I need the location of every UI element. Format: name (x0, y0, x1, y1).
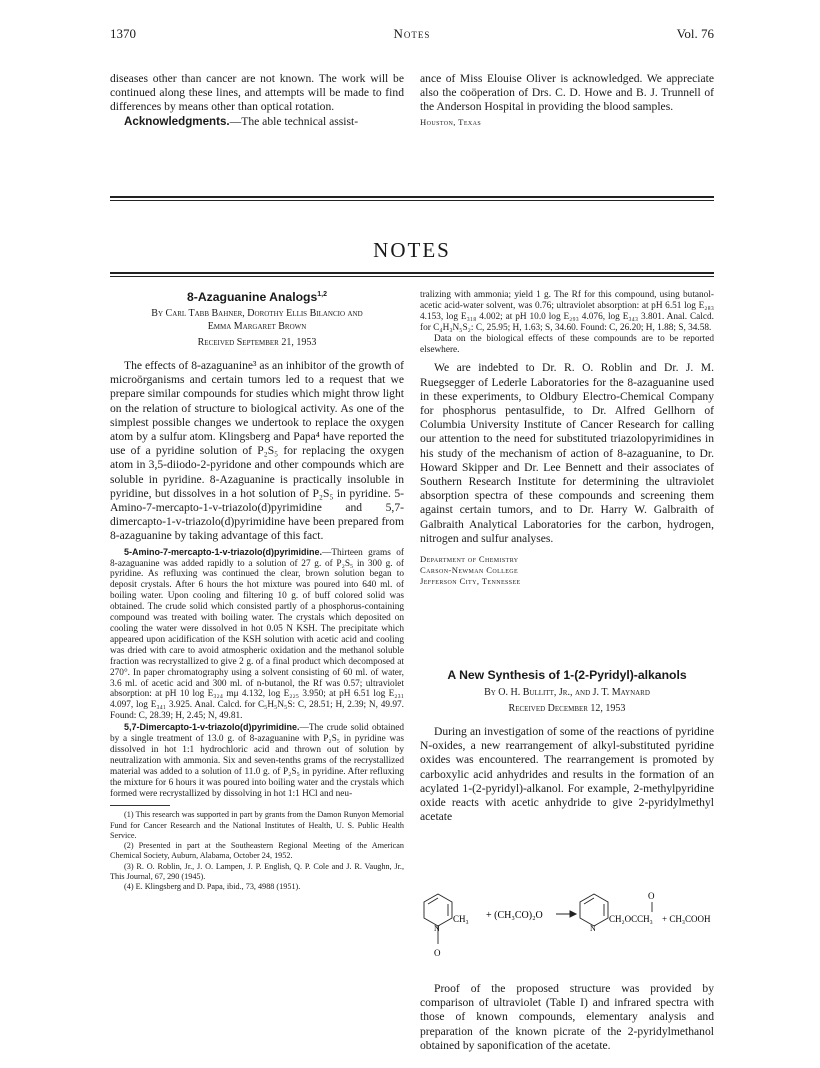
running-header (110, 26, 714, 44)
footnote-rule (110, 805, 170, 806)
article1-right-column (420, 290, 714, 587)
article2-block (420, 668, 714, 824)
section-divider-top (110, 196, 714, 198)
article2-continued (420, 982, 714, 1053)
scheme-product: CH₂OCCH₃ (609, 914, 653, 924)
scheme-n1: N (434, 924, 440, 933)
article1-received: Received September 21, 1953 (197, 337, 317, 348)
prev-article-text: diseases other than cancer are not known. The work will be continued along these lines, and attempts will be made to find differences by means other than optical rotation. (110, 72, 404, 114)
notes-heading: NOTES (373, 238, 451, 262)
scheme-byproduct: + CH₃COOH (662, 914, 711, 924)
prev-article-left (110, 72, 404, 129)
acknowledgments-label: Acknowledgments. (124, 114, 230, 128)
article2-title: A New Synthesis of 1-(2-Pyridyl)-alkanols (447, 668, 687, 682)
article2-intro-paragraph: During an investigation of some of the reactions of pyridine N-oxides, a new rearrangement of alkyl-substituted pyridine oxides was encountered. The rearrangement is promoted by carboxylic acid anhydrides and results in the formation of an acylated 1-(2-pyridyl)-alkanol. For example, 2-methylpyridine oxide reacts with acetic anhydride to give 2-pyridylmethyl acetate (420, 725, 714, 824)
footnote-3: (3) R. O. Roblin, Jr., J. O. Lampen, J. P. English, Q. P. Cole and J. R. Vaughn, Jr., This Journal, 67, 290 (1945). (110, 861, 404, 881)
section-divider-bottom-thin (110, 276, 714, 277)
scheme-reagent: + (CH₃CO)₂O (486, 910, 543, 921)
article1-continued-text: tralizing with ammonia; yield 1 g. The Rf for this compound, using butanol-acetic acid-water solvent, was 0.76; ultraviolet absorption: at pH 6.51 log E₂₈₃ 4.153, log E₃₁₈ 4.002; at pH 10.0 log E₂₉₃ 4.076, log E₃₄₃ 3.801. Anal. Calcd. for C₄H₃N₅S₂: C, 25.95; H, 1.63; S, 34.60. Found: C, 26.20; H, 1.88; S, 34.58. (420, 290, 714, 333)
prev-article-right (420, 72, 714, 128)
article1-acknowledgment: We are indebted to Dr. R. O. Roblin and Dr. J. M. Ruegsegger of Lederle Laboratories for the 8-azaguanine used in these experiments, to Oldbury Electro-Chemical Company for phosphorus pentasulfide, to Dr. Alfred Gellhorn of Columbia University Institute of Cancer Research for calling our attention to the need for substituted triazolopyrimidines in his study of the mechanism of action of 8-azaguanine, to Dr. Howard Skipper and Dr. Lee Bennett and their associates of Southern Research Institute for determining the ultraviolet absorption spectra of these compounds and screening them against certain tumors, and to Dr. Harry W. Galbraith of Galbraith Analytical Laboratories for the carbon, hydrogen, nitrogen and sulfur analyses. (420, 361, 714, 545)
article1-biological-note: Data on the biological effects of these compounds are to be reported elsewhere. (420, 333, 714, 355)
article1-address: Department of Chemistry Carson-Newman College Jefferson City, Tennessee (420, 554, 521, 587)
reaction-arrow (556, 911, 576, 917)
article1-left-column (110, 290, 404, 892)
acknowledgments-paragraph (110, 115, 404, 129)
prev-article-address: Houston, Texas (420, 116, 482, 127)
article1-authors: By Carl Tabb Bahner, Dorothy Ellis Bilancio and Emma Margaret Brown (151, 308, 363, 332)
footnote-1: (1) This research was supported in part by grants from the Damon Runyon Memorial Fund for Cancer Research and the National Institutes of Health, U. S. Public Health Service. (110, 810, 404, 840)
scheme-ch3: CH₃ (453, 914, 469, 924)
pyridine-oxide-ring (424, 894, 452, 944)
article2-proof-paragraph: Proof of the proposed structure was provided by comparison of ultraviolet (Table I) and infrared spectra with those of known compounds, elementary analysis and preparation of the known picrate of the 2-pyridylmethanol obtained by saponification of the acetate. (420, 982, 714, 1052)
article1-experimental-2: 5,7-Dimercapto-1-v-triazolo(d)pyrimidine.—The crude solid obtained by a single treatment of 13.0 g. of 8-azaguanine with P₂S₅ in pyridine was dissolved in hot 1:1 hydrochloric acid and thrown out of solution by neutralization with ammonia. Six and seven-tenths grams of the recrystallized material was added to a solution of 11.0 g. of P₂S₅ in pyridine. After refluxing the mixture for 6 hours it was poured into boiling water and the crystals which formed were recrystallized by dissolving in hot 1:1 HCl and neu- (110, 722, 404, 799)
page-number: 1370 (110, 26, 136, 41)
article2-received: Received December 12, 1953 (508, 703, 626, 714)
section-divider-top-thin (110, 200, 714, 201)
prev-article-text-continued: ance of Miss Elouise Oliver is acknowledged. We appreciate also the coöperation of Drs. C. D. Howe and B. J. Trunnell of the Anderson Hospital in providing the blood samples. (420, 72, 714, 114)
footnote-4: (4) E. Klingsberg and D. Papa, ibid., 73, 4988 (1951). (124, 881, 301, 891)
volume-label: Vol. 76 (676, 26, 714, 41)
section-divider-bottom (110, 272, 714, 274)
article2-authors: By O. H. Bullitt, Jr., and J. T. Maynard (484, 687, 650, 698)
article1-intro-paragraph: The effects of 8-azaguanine³ as an inhibitor of the growth of microörganisms and certain tumors led to a request that we prepare similar compounds for studies which might throw light on the relation of structure to biological activity. As one of the simplest possible changes we undertook to replace the oxygen atom by a sulfur atom. Klingsberg and Papa⁴ have reported the use of a pyridine solution of P₂S₅ for replacing the oxygen atom in 3,5-diiodo-2-pyridone and other compounds which are soluble in pyridine. 8-Azaguanine is practically insoluble in pyridine, but dissolves in a hot solution of P₂S₅ in pyridine. 5-Amino-7-mercapto-1-v-triazolo(d)pyrimidine and 5,7-dimercapto-1-v-triazolo(d)pyrimidine have been prepared from 8-azaguanine by taking advantage of this fact. (110, 359, 404, 543)
article1-title: 8-Azaguanine Analogs$^{1,2}$ (187, 290, 327, 304)
scheme-carbonyl-o: O (648, 891, 655, 901)
reaction-scheme (420, 888, 714, 970)
scheme-o-below: O (434, 948, 441, 958)
section-name: Notes (393, 26, 431, 41)
compound2-label: 5,7-Dimercapto-1-v-triazolo(d)pyrimidine. (124, 722, 300, 733)
article1-footnotes (110, 810, 404, 892)
compound1-label: 5-Amino-7-mercapto-1-v-triazolo(d)pyrimidine. (124, 546, 323, 557)
article1-experimental-1: 5-Amino-7-mercapto-1-v-triazolo(d)pyrimidine.—Thirteen grams of 8-azaguanine was added rapidly to a solution of 27 g. of P₂S₅ in 300 g. of pyridine. As refluxing was continued the clear, brown solution began to deposit crystals. After 6 hours the hot mixture was poured into 640 ml. of boiling water. Upon cooling and filtering 10 g. of buff colored solid was obtained. The crude solid which consisted partly of a phosphorus-containing compound was treated with boiling water. The crystals which deposited on cooling the water were dissolved in hot 0.05 N KSH. The precipitate which appeared upon acidification of the KSH solution with acetic acid and cooling was dried with care to avoid atmospheric oxidation and the methanol soluble fraction was recrystallized to give 2 g. of a final product which decomposed at 270°. In paper chromatography using a solvent consisting of 60 ml. of water, 3.6 ml. of acetic acid and 300 ml. of n-butanol, the Rf was 0.57; ultraviolet absorption: at pH 10 log E₃₂₄ mμ 4.132, log E₂₂₅ 3.950; at pH 6.51 log E₂₃₁ 4.097, log E₃₄₁ 3.925. Anal. Calcd. for C₅H₅N₅S: C, 28.51; H, 2.39; N, 49.97. Found: C, 28.39; H, 2.45; N, 49.81. (110, 546, 404, 722)
footnote-2: (2) Presented in part at the Southeastern Regional Meeting of the American Chemical Society, Auburn, Alabama, October 24, 1952. (110, 841, 404, 861)
scheme-n2: N (590, 924, 596, 933)
acknowledgments-text: —The able technical assist- (229, 114, 359, 128)
